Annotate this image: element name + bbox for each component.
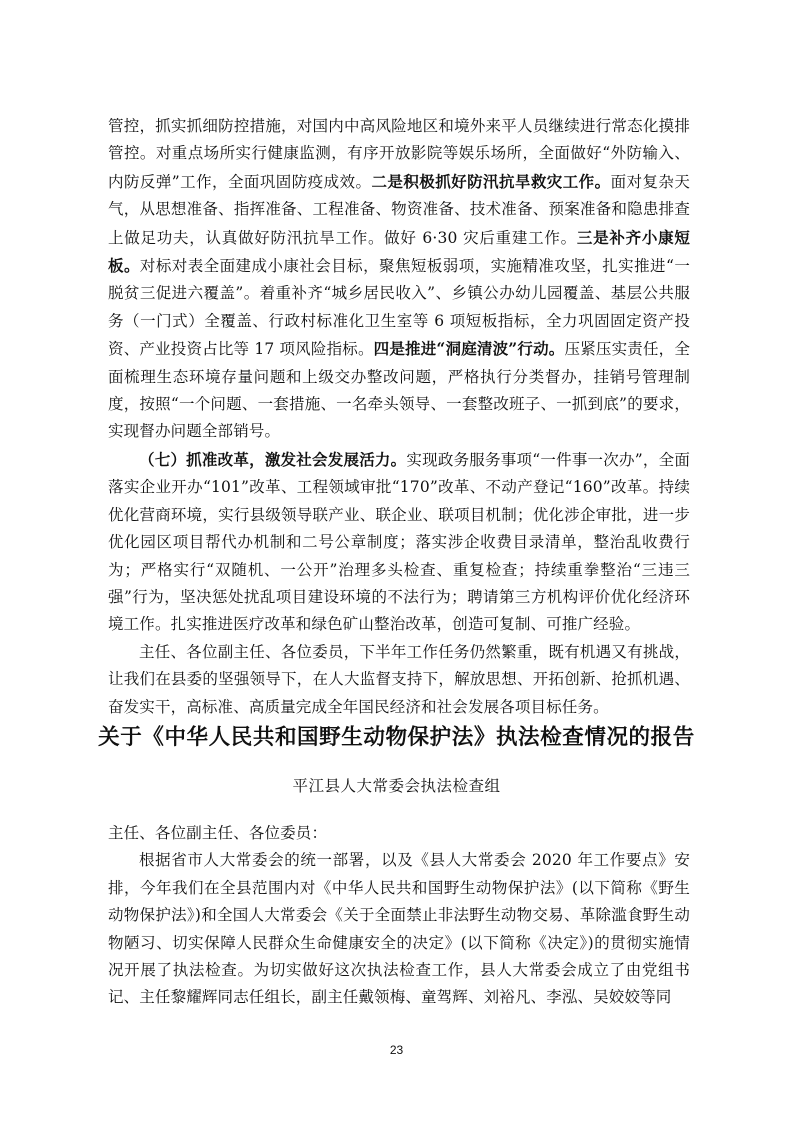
paragraph-closing: 主任、各位副主任、各位委员，下半年工作任务仍然繁重，既有机遇又有挑战，让我们在县委的坚强领导下，在人大监督支持下，解放思想、开拓创新、抢抓机遇、奋发实干，高标准、高质量完成全年国民经济和社会发展各项目标任务。	[108, 642, 690, 716]
report-paragraph: 根据省市人大常委会的统一部署，以及《县人大常委会 2020 年工作要点》安排，今年我们在全县范围内对《中华人民共和国野生动物保护法》(以下简称《野生动物保护法》)和全国人大常委会《关于全面禁止非法野生动物交易、革除滥食野生动物陋习、切实保障人民群众生命健康安全的决定》(以下简称《决定》)的贯彻实施情况开展了执法检查。为切实做好这次执法检查工作，县人大常委会成立了由党组书记、主任黎耀辉同志任组长，副主任戴领梅、童驾辉、刘裕凡、李泓、吴姣姣等同	[108, 851, 690, 1007]
text-run: 压紧压实责任，全面梳理生态环境存量问题和上级交办整改问题，严格执行分类督办，挂销号管理制度，按照“一个问题、一套措施、一名牵头领导、一套整改班子、一抓到底”的要求，实现督办问题全部销号。	[108, 340, 690, 441]
text-run: 实现政务服务事项“一件事一次办”，全面落实企业开办“101”改革、工程领域审批“170”改革、不动产登记“160”改革。持续优化营商环境，实行县级领导联产业、联企业、联项目机制；优化涉企审批，进一步优化园区项目帮代办机制和二号公章制度；落实涉企收费目录清单，整治乱收费行为；严格实行“双随机、一公开”治理多头检查、重复检查；持续重拳整治“三违三强”行为，坚决惩处扰乱项目建设环境的不法行为；聘请第三方机构评价优化经济环境工作。扎实推进医疗改革和绿色矿山整治改革，创造可复制、可推广经验。	[108, 450, 690, 634]
report-salutation: 主任、各位副主任、各位委员：	[108, 824, 328, 842]
bold-point-four: 四是推进“洞庭清波”行动。	[373, 339, 565, 359]
bold-point-two: 二是积极抓好防汛抗旱救灾工作。	[371, 171, 611, 191]
text-run: 管控，抓实抓细防控措施，对国内中高风险地区和境外来平人员继续进行常态化摸排管控。对重点场所实行健康监测，有序开放影院等娱乐场所，全面做好“外防输入、内防反弹”工作，全面巩固防疫成效。	[108, 117, 690, 191]
text-run: 面对复杂天气，从思想准备、指挥准备、工程准备、物资准备、技术准备、预案准备和隐患排查上做足功夫，认真做好防汛抗旱工作。做好 6·30 灾后重建工作。	[108, 172, 690, 247]
report-title: 关于《中华人民共和国野生动物保护法》执法检查情况的报告	[98, 725, 695, 750]
text-run: 对标对表全面建成小康社会目标，聚焦短板弱项，实施精准攻坚，扎实推进“一脱贫三促进六覆盖”。着重补齐“城乡居民收入”、乡镇公办幼儿园覆盖、基层公共服务（一门式）全覆盖、行政村标准化卫生室等 6 项短板指标，全力巩固固定资产投资、产业投资占比等 17 项风险指标。	[108, 257, 690, 359]
continued-section	[108, 113, 690, 721]
paragraph-epidemic-flood-poverty-environment	[108, 113, 690, 446]
report-body	[108, 820, 690, 1012]
page-number: 23	[389, 1043, 404, 1057]
report-subtitle: 平江县人大常委会执法检查组	[292, 777, 501, 795]
bold-point-three: 三是补齐小康短板。	[108, 227, 690, 276]
bold-section-seven-heading: （七）抓准改革，激发社会发展活力。	[139, 449, 407, 469]
paragraph-reform	[108, 446, 690, 639]
